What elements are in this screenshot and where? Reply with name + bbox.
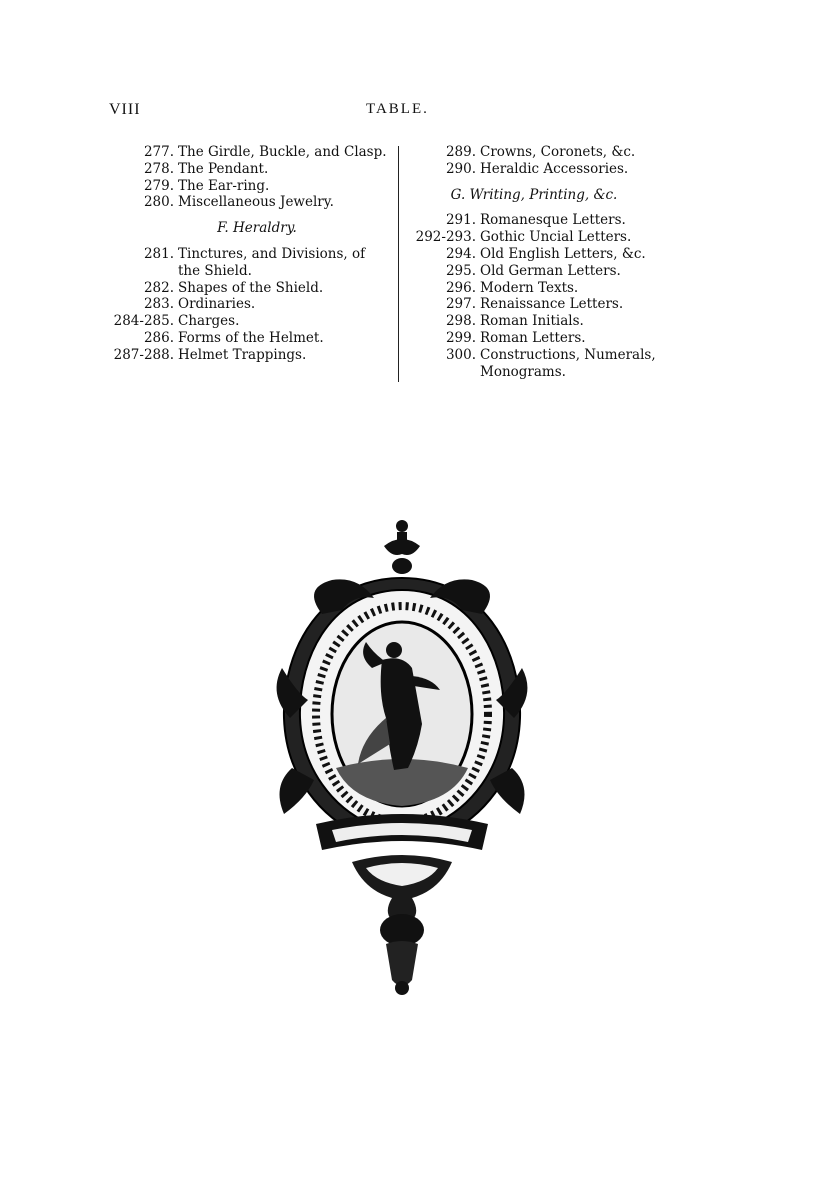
entry-number: 282. (143, 279, 174, 296)
entry-text: Modern Texts. (480, 279, 579, 296)
entry-number: 289. (445, 144, 476, 160)
table-column-left (100, 144, 390, 364)
list-item (100, 313, 390, 330)
entry-number: 295. (445, 262, 476, 279)
entry-text: Romanesque Letters. (480, 212, 626, 229)
list-item (404, 263, 704, 280)
ornamental-pendant-with-figure-icon (262, 518, 542, 1000)
entry-text: The Girdle, Buckle, and Clasp. (178, 144, 387, 160)
entry-number: 281. (143, 245, 174, 262)
table-column-right (404, 144, 704, 380)
entry-number: 292-293. (415, 229, 476, 246)
entry-number: 279. (143, 177, 174, 194)
list-item (100, 330, 390, 347)
list-item (100, 347, 390, 364)
entry-number: 280. (143, 194, 174, 211)
entry-text: Constructions, Numerals, Monograms. (480, 346, 656, 380)
list-item (100, 161, 390, 178)
entry-text: Gothic Uncial Letters. (480, 229, 632, 246)
entry-text: Old English Letters, &c. (480, 245, 646, 262)
entry-text: Tinctures, and Divisions, of the Shield. (178, 245, 366, 279)
list-item (100, 178, 390, 195)
entry-text: Charges. (178, 313, 240, 330)
list-item (100, 246, 390, 280)
list-item (404, 313, 704, 330)
entry-text: Ordinaries. (178, 296, 256, 313)
list-item (404, 347, 704, 381)
column-divider (398, 146, 399, 382)
entry-number: 296. (445, 279, 476, 296)
list-item (404, 161, 704, 178)
entry-number: 286. (143, 329, 174, 346)
entry-number: 283. (143, 296, 174, 313)
entry-number: 277. (143, 144, 174, 160)
entry-text: Roman Initials. (480, 313, 584, 330)
list-item (100, 144, 390, 161)
entry-text: The Ear-ring. (178, 177, 270, 194)
list-item (404, 280, 704, 297)
running-title: TABLE. (366, 101, 429, 117)
entry-number: 290. (445, 160, 476, 177)
entry-number: 299. (445, 329, 476, 346)
list-item (100, 194, 390, 211)
list-item (404, 212, 704, 229)
entry-text: Shapes of the Shield. (178, 279, 324, 296)
entry-text: Forms of the Helmet. (178, 329, 324, 346)
section-heading-writing: G. Writing, Printing, &c. (450, 186, 618, 203)
entry-number: 300. (445, 346, 476, 363)
entry-text: Roman Letters. (480, 329, 586, 346)
entry-number: 291. (445, 212, 476, 229)
entry-text: Crowns, Coronets, &c. (480, 144, 636, 160)
entry-text: Miscellaneous Jewelry. (178, 194, 334, 211)
list-item (100, 280, 390, 297)
entry-text: The Pendant. (178, 160, 269, 177)
entry-number: 287-288. (113, 346, 174, 363)
list-item (404, 144, 704, 161)
entry-number: 294. (445, 245, 476, 262)
list-item (404, 296, 704, 313)
entry-number: 278. (143, 160, 174, 177)
section-heading-heraldry: F. Heraldry. (217, 220, 297, 237)
list-item (404, 246, 704, 263)
entry-text: Helmet Trappings. (178, 346, 307, 363)
entry-text: Old German Letters. (480, 262, 621, 279)
page-number: VIII (109, 101, 141, 118)
entry-number: 297. (445, 296, 476, 313)
entry-text: Heraldic Accessories. (480, 160, 629, 177)
list-item (404, 330, 704, 347)
entry-text: Renaissance Letters. (480, 296, 624, 313)
entry-number: 298. (445, 313, 476, 330)
page-header (0, 101, 840, 125)
list-item (100, 296, 390, 313)
entry-number: 284-285. (113, 313, 174, 330)
list-item (404, 229, 704, 246)
